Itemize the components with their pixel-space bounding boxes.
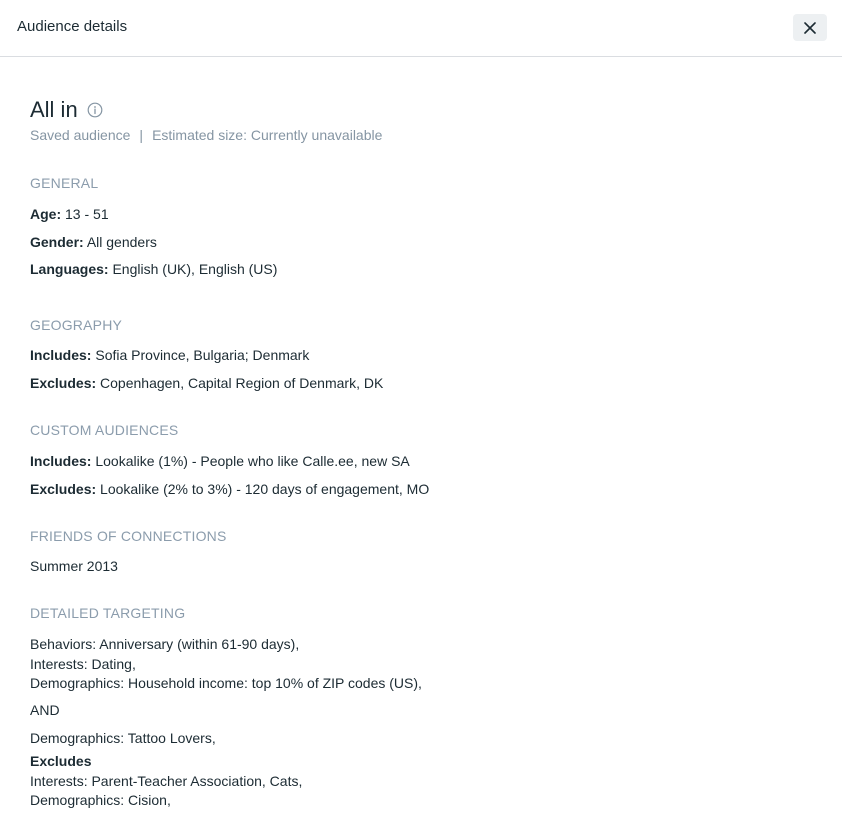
geography-includes-label: Includes: — [30, 347, 92, 363]
custom-includes-label: Includes: — [30, 453, 92, 469]
custom-excludes-label: Excludes: — [30, 481, 97, 497]
section-heading-geography: GEOGRAPHY — [30, 317, 123, 333]
section-heading-custom-audiences: CUSTOM AUDIENCES — [30, 422, 179, 438]
audience-size: Estimated size: Currently unavailable — [152, 127, 383, 143]
languages-row — [30, 260, 277, 278]
gender-value: All genders — [86, 234, 157, 250]
targeting-excludes-label: Excludes — [30, 753, 92, 769]
modal-header — [0, 0, 842, 57]
geography-excludes-row — [30, 374, 383, 392]
custom-includes-value: Lookalike (1%) - People who like Calle.ee, new SA — [95, 453, 410, 469]
targeting-excludes — [30, 752, 302, 811]
targeting-group-1 — [30, 635, 422, 694]
targeting-line: Demographics: Household income: top 10% of ZIP codes (US), — [30, 675, 422, 691]
subtitle-separator: | — [139, 127, 144, 143]
custom-includes-row — [30, 452, 410, 470]
section-heading-detailed-targeting: DETAILED TARGETING — [30, 605, 186, 621]
targeting-excludes-line: Interests: Parent-Teacher Association, Cats, — [30, 772, 303, 789]
targeting-line: Interests: Dating, — [30, 655, 136, 672]
close-button[interactable] — [793, 14, 827, 41]
section-heading-friends-of-connections: FRIENDS OF CONNECTIONS — [30, 528, 227, 544]
custom-excludes-row — [30, 480, 429, 498]
audience-name: All in — [30, 97, 78, 122]
languages-value: English (UK), English (US) — [112, 261, 278, 277]
audience-title-block — [30, 96, 382, 144]
age-label: Age: — [30, 206, 62, 222]
targeting-excludes-line: Demographics: Cision, — [30, 792, 171, 808]
modal-title: Audience details — [17, 18, 128, 35]
close-icon — [804, 22, 816, 34]
targeting-line: Behaviors: Anniversary (within 61-90 days), — [30, 636, 300, 652]
section-heading-general: GENERAL — [30, 175, 99, 191]
gender-row — [30, 233, 157, 251]
audience-type: Saved audience — [30, 127, 131, 143]
custom-excludes-value: Lookalike (2% to 3%) - 120 days of engagement, MO — [100, 481, 430, 497]
gender-label: Gender: — [30, 234, 84, 250]
targeting-group-2-line: Demographics: Tattoo Lovers, — [30, 730, 216, 746]
info-icon[interactable] — [87, 102, 103, 118]
friends-of-connections-value: Summer 2013 — [30, 558, 118, 574]
targeting-and-label: AND — [30, 702, 60, 718]
languages-label: Languages: — [30, 261, 109, 277]
age-row — [30, 205, 109, 223]
geography-includes-value: Sofia Province, Bulgaria; Denmark — [95, 347, 310, 363]
audience-subtitle — [30, 126, 382, 144]
geography-includes-row — [30, 346, 309, 364]
geography-excludes-label: Excludes: — [30, 375, 97, 391]
geography-excludes-value: Copenhagen, Capital Region of Denmark, DK — [100, 375, 384, 391]
age-value: 13 - 51 — [65, 206, 109, 222]
